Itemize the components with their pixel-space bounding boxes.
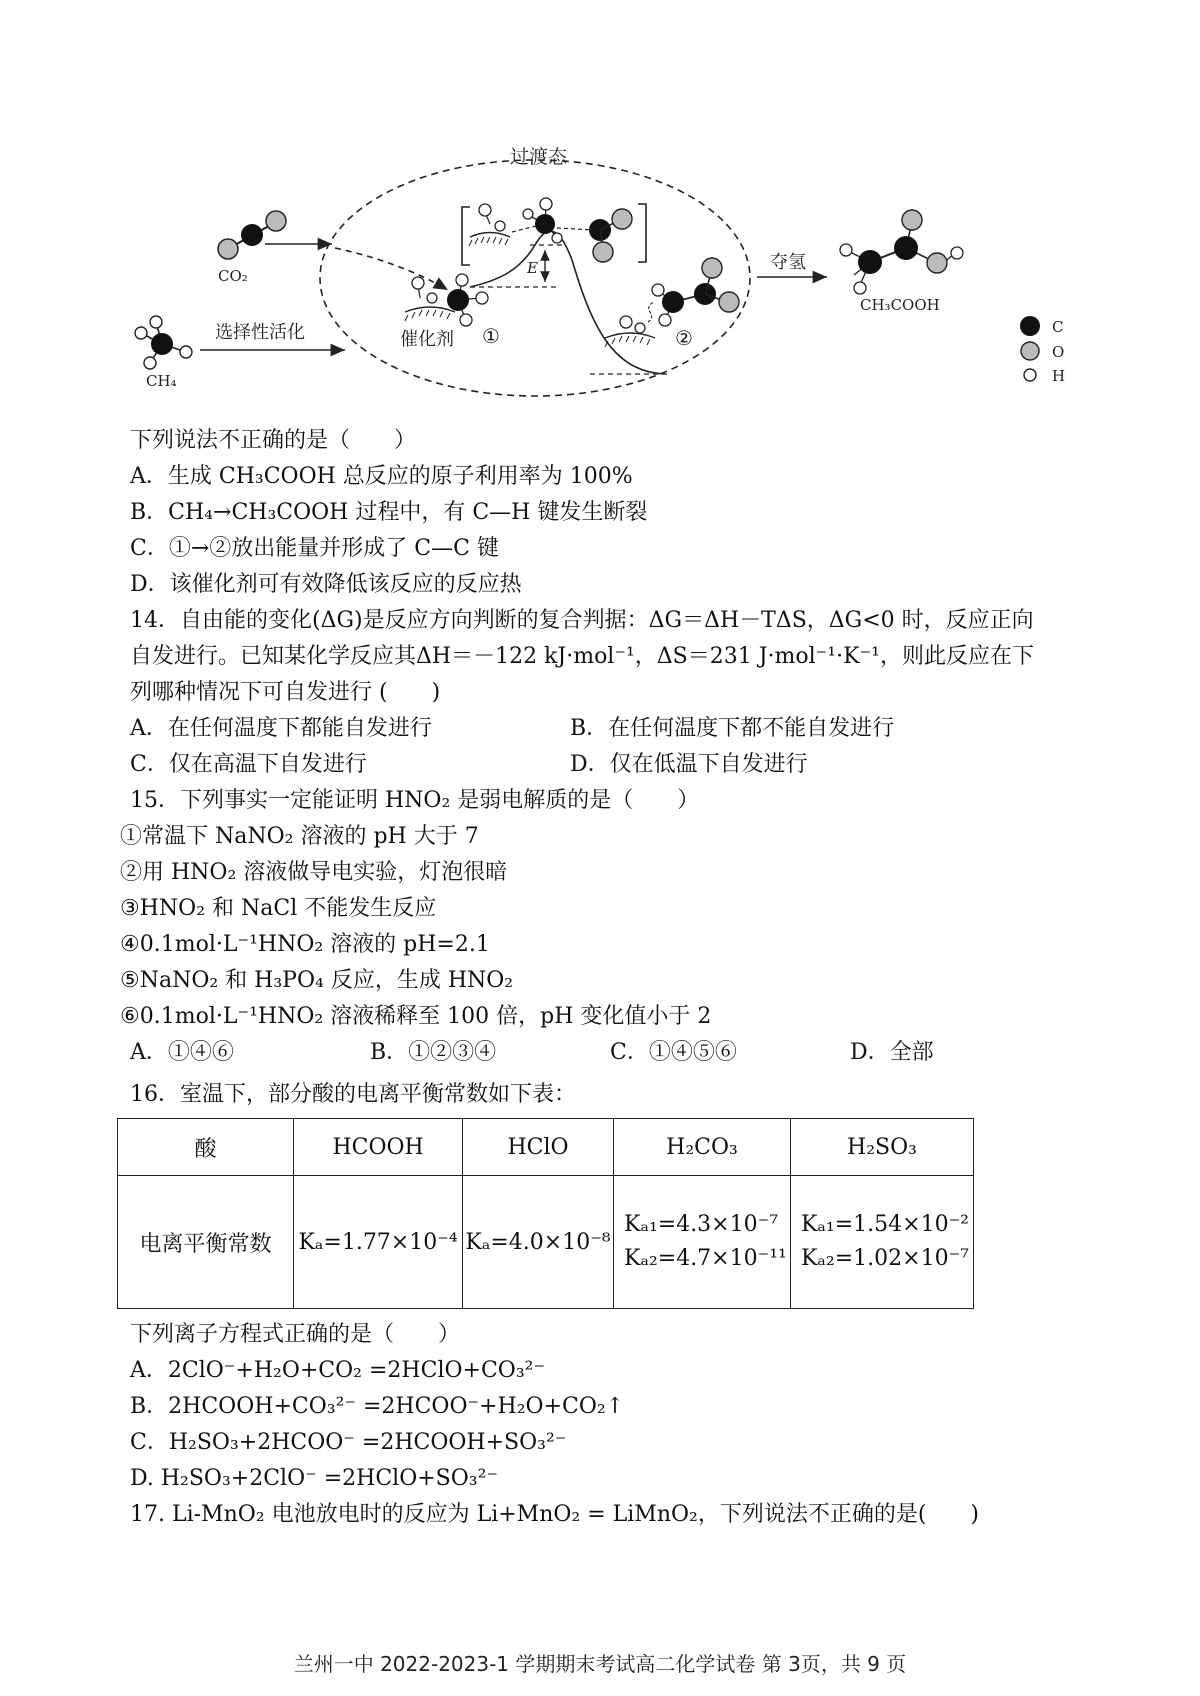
product-label: CH₃COOH (860, 296, 940, 314)
q16-option-a: A．2ClO⁻+H₂O+CO₂ =2HClO+CO₃²⁻ (130, 1358, 546, 1383)
q13-option-c: C．①→②放出能量并形成了 C—C 键 (130, 536, 499, 561)
q16-option-d: D. H₂SO₃+2ClO⁻ =2HClO+SO₃²⁻ (130, 1466, 499, 1491)
q14-option-c: C．仅在高温下自发进行 (130, 752, 367, 777)
ch4-molecule (135, 316, 192, 369)
q15-item-3: ③HNO₂ 和 NaCl 不能发生反应 (120, 896, 437, 921)
table-header-h2co3: H₂CO₃ (614, 1119, 791, 1176)
q15-option-b: B．①②③④ (370, 1040, 497, 1065)
state-1-species (405, 274, 488, 326)
table-header-h2so3: H₂SO₃ (790, 1119, 973, 1176)
h2co3-ka2: Kₐ₂=4.7×10⁻¹¹ (624, 1246, 787, 1271)
q16-option-c: C．H₂SO₃+2HCOO⁻ =2HCOOH+SO₃²⁻ (130, 1430, 567, 1455)
q15-option-a: A．①④⑥ (130, 1040, 234, 1065)
q13-option-a: A．生成 CH₃COOH 总反应的原子利用率为 100% (130, 464, 633, 489)
table-header-acid: 酸 (118, 1119, 294, 1176)
ch3cooh-molecule (840, 210, 963, 294)
q15-item-5: ⑤NaNO₂ 和 H₃PO₄ 反应，生成 HNO₂ (120, 968, 514, 993)
q16-option-b: B．2HCOOH+CO₃²⁻ =2HCOO⁻+H₂O+CO₂↑ (130, 1394, 625, 1419)
dehydrogenation-label: 夺氢 (770, 252, 806, 273)
q14-option-a: A．在任何温度下都能自发进行 (130, 716, 432, 741)
q13-option-b: B．CH₄→CH₃COOH 过程中，有 C—H 键发生断裂 (130, 500, 648, 525)
co2-label: CO₂ (218, 267, 248, 285)
table-cell-hclo: Kₐ=4.0×10⁻⁸ (463, 1176, 614, 1309)
q14-line-1: 14．自由能的变化(ΔG)是反应方向判断的复合判据：ΔG＝ΔH－TΔS，ΔG<0 时，反应正向 (130, 608, 1034, 633)
q14-option-d: D．仅在低温下自发进行 (570, 752, 808, 777)
h2co3-ka1: Kₐ₁=4.3×10⁻⁷ (624, 1212, 779, 1237)
table-header-row (118, 1119, 974, 1176)
h2so3-ka1: Kₐ₁=1.54×10⁻² (800, 1212, 970, 1237)
q15-item-4: ④0.1mol·L⁻¹HNO₂ 溶液的 pH=2.1 (120, 932, 490, 957)
table-header-hcooh: HCOOH (294, 1119, 463, 1176)
h2so3-ka2: Kₐ₂=1.02×10⁻⁷ (800, 1246, 970, 1271)
q13-stem: 下列说法不正确的是（ ） (130, 428, 417, 453)
step-2-label: ② (675, 326, 693, 350)
q16-question: 下列离子方程式正确的是（ ） (130, 1322, 461, 1347)
reaction-mechanism-diagram (0, 0, 1200, 420)
step-1-label: ① (482, 324, 500, 348)
q15-option-c: C．①④⑤⑥ (610, 1040, 737, 1065)
legend-o-marker (1021, 342, 1039, 360)
ch4-label: CH₄ (146, 372, 177, 390)
table-cell-h2co3 (614, 1176, 791, 1309)
q17-stem: 17. Li-MnO₂ 电池放电时的反应为 Li+MnO₂ = LiMnO₂，下列说法不正确的是( ) (130, 1502, 980, 1527)
page-footer: 兰州一中 2022-2023-1 学期期末考试高二化学试卷 第 3页，共 9 页 (293, 1652, 907, 1676)
q13-option-d: D．该催化剂可有效降低该反应的反应热 (130, 572, 522, 597)
q15-item-1: ①常温下 NaNO₂ 溶液的 pH 大于 7 (120, 824, 479, 849)
energy-curve (470, 231, 665, 374)
legend-c-label: C (1052, 318, 1064, 336)
table-row (118, 1176, 974, 1309)
q14-line-3: 列哪种情况下可自发进行 ( ) (130, 680, 441, 705)
table-row-label: 电离平衡常数 (118, 1176, 294, 1309)
q15-item-6: ⑥0.1mol·L⁻¹HNO₂ 溶液稀释至 100 倍，pH 变化值小于 2 (120, 1004, 712, 1029)
q15-item-2: ②用 HNO₂ 溶液做导电实验，灯泡很暗 (120, 860, 508, 885)
q16-stem: 16．室温下，部分酸的电离平衡常数如下表： (130, 1082, 576, 1107)
transition-state-label: 过渡态 (510, 146, 568, 168)
catalyst-label: 催化剂 (400, 329, 454, 350)
atom-legend (1020, 316, 1065, 385)
table-cell-hcooh: Kₐ=1.77×10⁻⁴ (294, 1176, 463, 1309)
legend-h-label: H (1052, 367, 1066, 385)
co2-molecule (218, 211, 286, 259)
transition-state-ellipse (320, 160, 750, 396)
state-2-species (605, 258, 739, 347)
legend-o-label: O (1052, 343, 1065, 361)
legend-c-marker (1020, 316, 1040, 336)
q15-stem: 15．下列事实一定能证明 HNO₂ 是弱电解质的是（ ） (130, 788, 700, 813)
activation-label: 选择性活化 (215, 322, 305, 343)
table-header-hclo: HClO (463, 1119, 614, 1176)
ionization-constant-table (117, 1118, 974, 1309)
table-cell-h2so3 (790, 1176, 973, 1309)
energy-label: E (527, 259, 538, 277)
legend-h-marker (1024, 369, 1036, 381)
q15-option-d: D．全部 (850, 1040, 934, 1065)
q14-option-b: B．在任何温度下都不能自发进行 (570, 716, 895, 741)
q14-line-2: 自发进行。已知某化学反应其ΔH＝－122 kJ·mol⁻¹，ΔS＝231 J·mol⁻¹·K⁻¹，则此反应在下 (130, 644, 1034, 669)
